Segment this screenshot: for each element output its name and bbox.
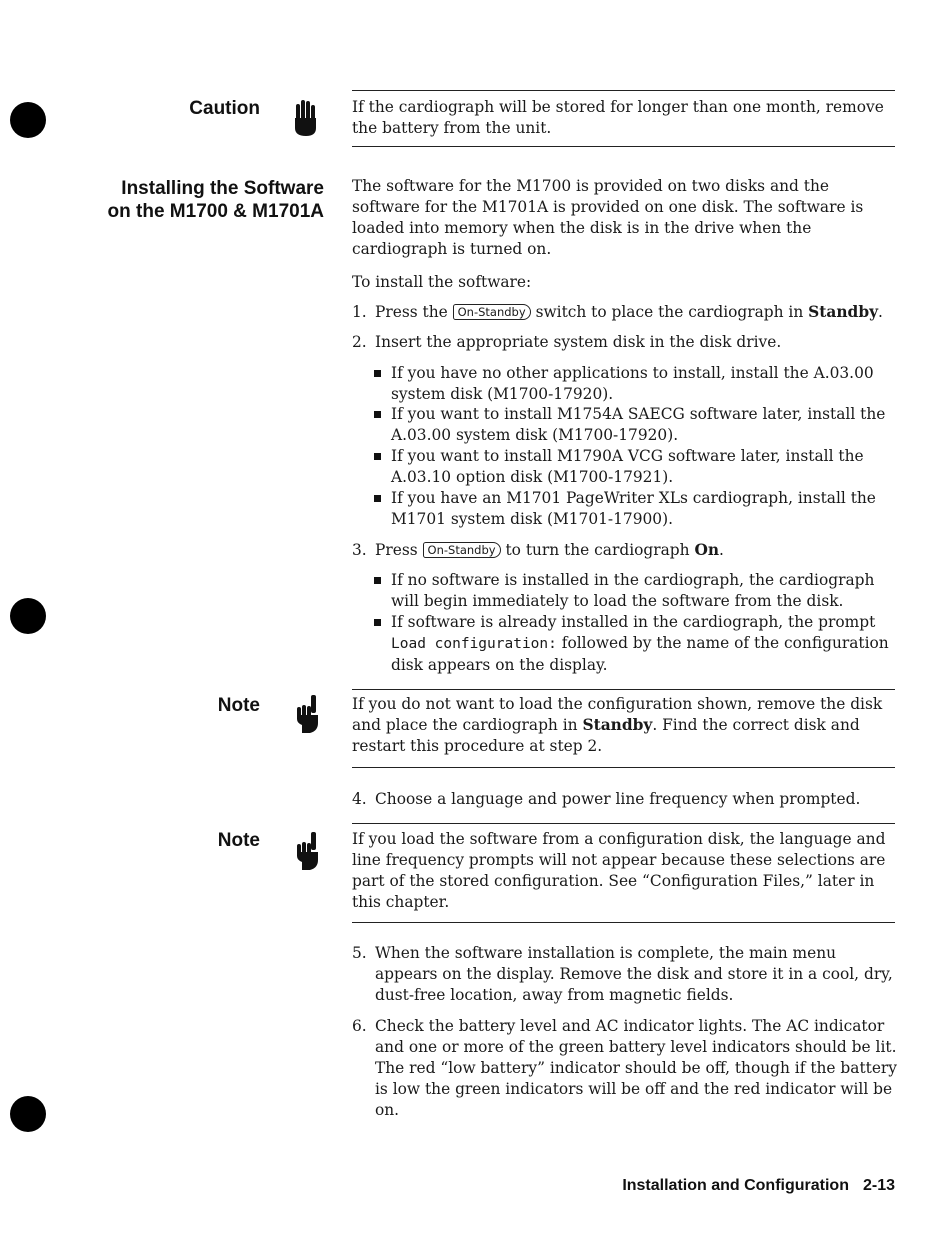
list-item: If you want to install M1790A VCG software later, install the A.03.10 option disk (M1700-17921). <box>374 446 899 488</box>
step-6-number: 6. <box>352 1017 367 1035</box>
caution-label: Caution <box>189 98 260 119</box>
intro-paragraph: The software for the M1700 is provided on two disks and the software for the M1701A is provided on one disk. The software is loaded into memory when the disk is in the drive when the cardiograph is turned on. <box>352 177 864 258</box>
step-4-number: 4. <box>352 790 367 808</box>
note-2-text: If you load the software from a configuration disk, the language and line frequency prompts will not appear because these selections are part of the stored configuration. See “Configuration Files,” later in this chapter. <box>352 830 886 911</box>
to-install-text: To install the software: <box>352 273 532 291</box>
on-standby-key: On-Standby <box>423 542 501 558</box>
caution-bottom-rule <box>352 146 895 147</box>
section-heading-line2: on the M1700 & M1701A <box>107 201 324 222</box>
step-3-bold: On <box>694 541 720 559</box>
section-heading <box>80 177 324 223</box>
step-1 <box>352 302 897 323</box>
step-1-pre: Press the <box>375 303 448 321</box>
step-6 <box>352 1016 897 1121</box>
list-item: If you have an M1701 PageWriter XLs cardiograph, install the M1701 system disk (M1701-17900). <box>374 488 899 530</box>
page-footer <box>622 1177 895 1195</box>
step-2-number: 2. <box>352 333 367 351</box>
note-1-label: Note <box>217 695 260 716</box>
step-1-mid: switch to place the cardiograph in <box>535 303 804 321</box>
caution-top-rule <box>352 90 895 91</box>
step-4-text: Choose a language and power line frequency when prompted. <box>375 790 861 808</box>
footer-title: Installation and Configuration <box>622 1177 849 1194</box>
step-5-text: When the software installation is complete, the main menu appears on the display. Remove the disk and store it in a cool, dry, dust-free location, away from magnetic fields. <box>375 944 893 1004</box>
list-item: If you have no other applications to install, install the A.03.00 system disk (M1700-17920). <box>374 363 899 405</box>
punch-hole-bottom <box>10 1096 46 1132</box>
step-5 <box>352 943 897 1006</box>
caution-text: If the cardiograph will be stored for longer than one month, remove the battery from the unit. <box>352 98 884 137</box>
punch-hole-top <box>10 102 46 138</box>
on-standby-key: On-Standby <box>453 304 531 320</box>
step-4 <box>352 789 897 810</box>
section-heading-line1: Installing the Software <box>121 178 324 199</box>
note-1-text: If you do not want to load the configuration shown, remove the disk and place the cardiograph in Standby. Find the correct disk and restart this procedure at step 2. <box>352 695 883 755</box>
pointing-hand-icon <box>294 832 320 872</box>
step-1-post: . <box>878 303 883 321</box>
note-1-top-rule <box>352 689 895 690</box>
step-3-post: . <box>719 541 724 559</box>
step-5-number: 5. <box>352 944 367 962</box>
step-6-text: Check the battery level and AC indicator lights. The AC indicator and one or more of the green battery level indicators should be lit. The red “low battery” indicator should be off, though if the battery is low the green indicators will be off and the red indicator will be on. <box>375 1017 897 1119</box>
pointing-hand-icon <box>294 695 320 735</box>
page-number: 2-13 <box>862 1177 895 1194</box>
punch-hole-middle <box>10 598 46 634</box>
step-1-bold: Standby <box>808 303 879 321</box>
step-3-mid: to turn the cardiograph <box>505 541 690 559</box>
list-item: If you want to install M1754A SAECG software later, install the A.03.00 system disk (M1700-17920). <box>374 404 899 446</box>
step-2-text: Insert the appropriate system disk in the disk drive. <box>375 333 782 351</box>
step-1-number: 1. <box>352 303 367 321</box>
list-item: If software is already installed in the cardiograph, the prompt Load configuration: followed by the name of the configuration disk appears on the display. <box>374 612 899 676</box>
note-2-bottom-rule <box>352 922 895 923</box>
step-3 <box>352 540 897 561</box>
note-2-top-rule <box>352 823 895 824</box>
hand-stop-icon <box>292 98 318 138</box>
note-1-bold: Standby <box>582 716 653 734</box>
note-2-label: Note <box>217 830 260 851</box>
step-2 <box>352 332 897 353</box>
list-item: If no software is installed in the cardiograph, the cardiograph will begin immediately to load the software from the disk. <box>374 570 899 612</box>
step-3-number: 3. <box>352 541 367 559</box>
step-3-pre: Press <box>375 541 418 559</box>
note-1-bottom-rule <box>352 767 895 768</box>
load-configuration-prompt: Load configuration: <box>391 636 557 652</box>
